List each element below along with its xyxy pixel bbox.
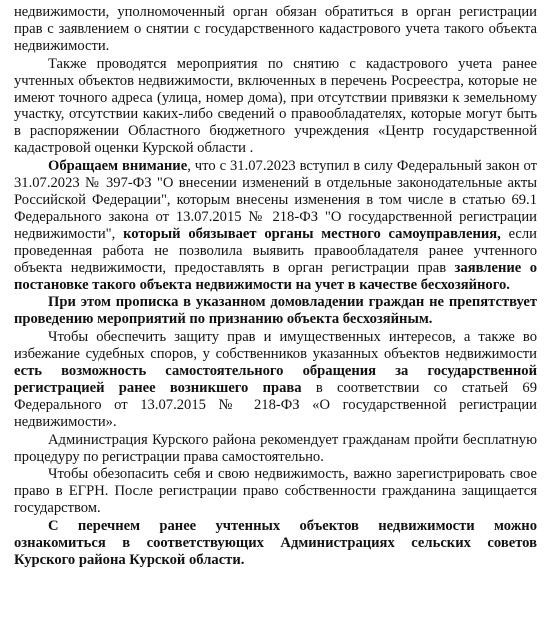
bold-text-run: заявление о постановке такого объекта недвижимости на учет в качестве бесхозяйного. [14, 259, 537, 293]
text-run: Чтобы обеспечить защиту прав и имущественных интересов, а также во избежание судебных споров, у собственников указанных объектов недвижимости [14, 329, 537, 363]
paragraph-5 [14, 329, 537, 430]
text-run: Также проводятся мероприятия по снятию с кадастрового учета ранее учтенных объектов недвижимости, включенных в перечень Росреестра, которые не имеют точного адреса (улица, номер дома), при отсутствии привязки к земельному участку, отсутствии каких-либо сведений о правообладателях, которые могут быть в распоряжении Областного бюджетного учреждения «Центр государственной кадастровой оценки Курской области . [14, 55, 537, 157]
text-run: если проведенная работа не позволила выявить правообладателя ранее учтенного объекта недвижимости, предоставлять в орган регистрации прав [14, 225, 537, 276]
bold-text-run: Обращаем внимание [48, 158, 188, 175]
text-run: недвижимости, уполномоченный орган обязан обратиться в орган регистрации прав с заявлением о снятии с государственного кадастрового учета такого объекта недвижимости. [14, 4, 537, 54]
bold-text-run: При этом прописка в указанном домовладении граждан не препятствует проведению мероприятий по признанию объекта бесхозяйным. [14, 294, 537, 328]
text-run: Чтобы обезопасить себя и свою недвижимость, важно зарегистрировать свое право в ЕГРН. После регистрации право собственности гражданина защищается государством. [14, 466, 537, 517]
bold-text-run: С перечнем ранее учтенных объектов недвижимости можно ознакомиться в соответствующих Администрациях сельских советов Курского района Курской области. [14, 518, 537, 568]
paragraph-8 [14, 518, 537, 569]
paragraph-1 [14, 4, 537, 55]
paragraph-3 [14, 158, 537, 293]
paragraph-6 [14, 432, 537, 466]
text-run: в соответствии со статьей 69 Федерального от 13.07.2015 № 218-ФЗ «О государственной регистрации недвижимости». [14, 379, 537, 430]
paragraph-4 [14, 294, 537, 328]
bold-text-run: который обязывает органы местного самоуправления, [123, 225, 501, 242]
text-run: , что с 31.07.2023 вступил в силу Федеральный закон от 31.07.2023 № 397-ФЗ "О внесении изменений в отдельные законодательные акты Российской Федерации", которым внесены изменения в том числе в статью 69.1 Федерального закона от 13.07.2015 № 218-ФЗ "О государственной регистрации недвижимости", [14, 158, 537, 242]
text-run: Администрация Курского района рекомендует гражданам пройти бесплатную процедуру по регистрации права самостоятельно. [14, 431, 537, 465]
bold-text-run: есть возможность самостоятельного обращения за государственной регистрацией ранее возникшего права [14, 363, 537, 396]
paragraph-2 [14, 56, 537, 157]
paragraph-7 [14, 466, 537, 517]
document-body [14, 4, 537, 569]
